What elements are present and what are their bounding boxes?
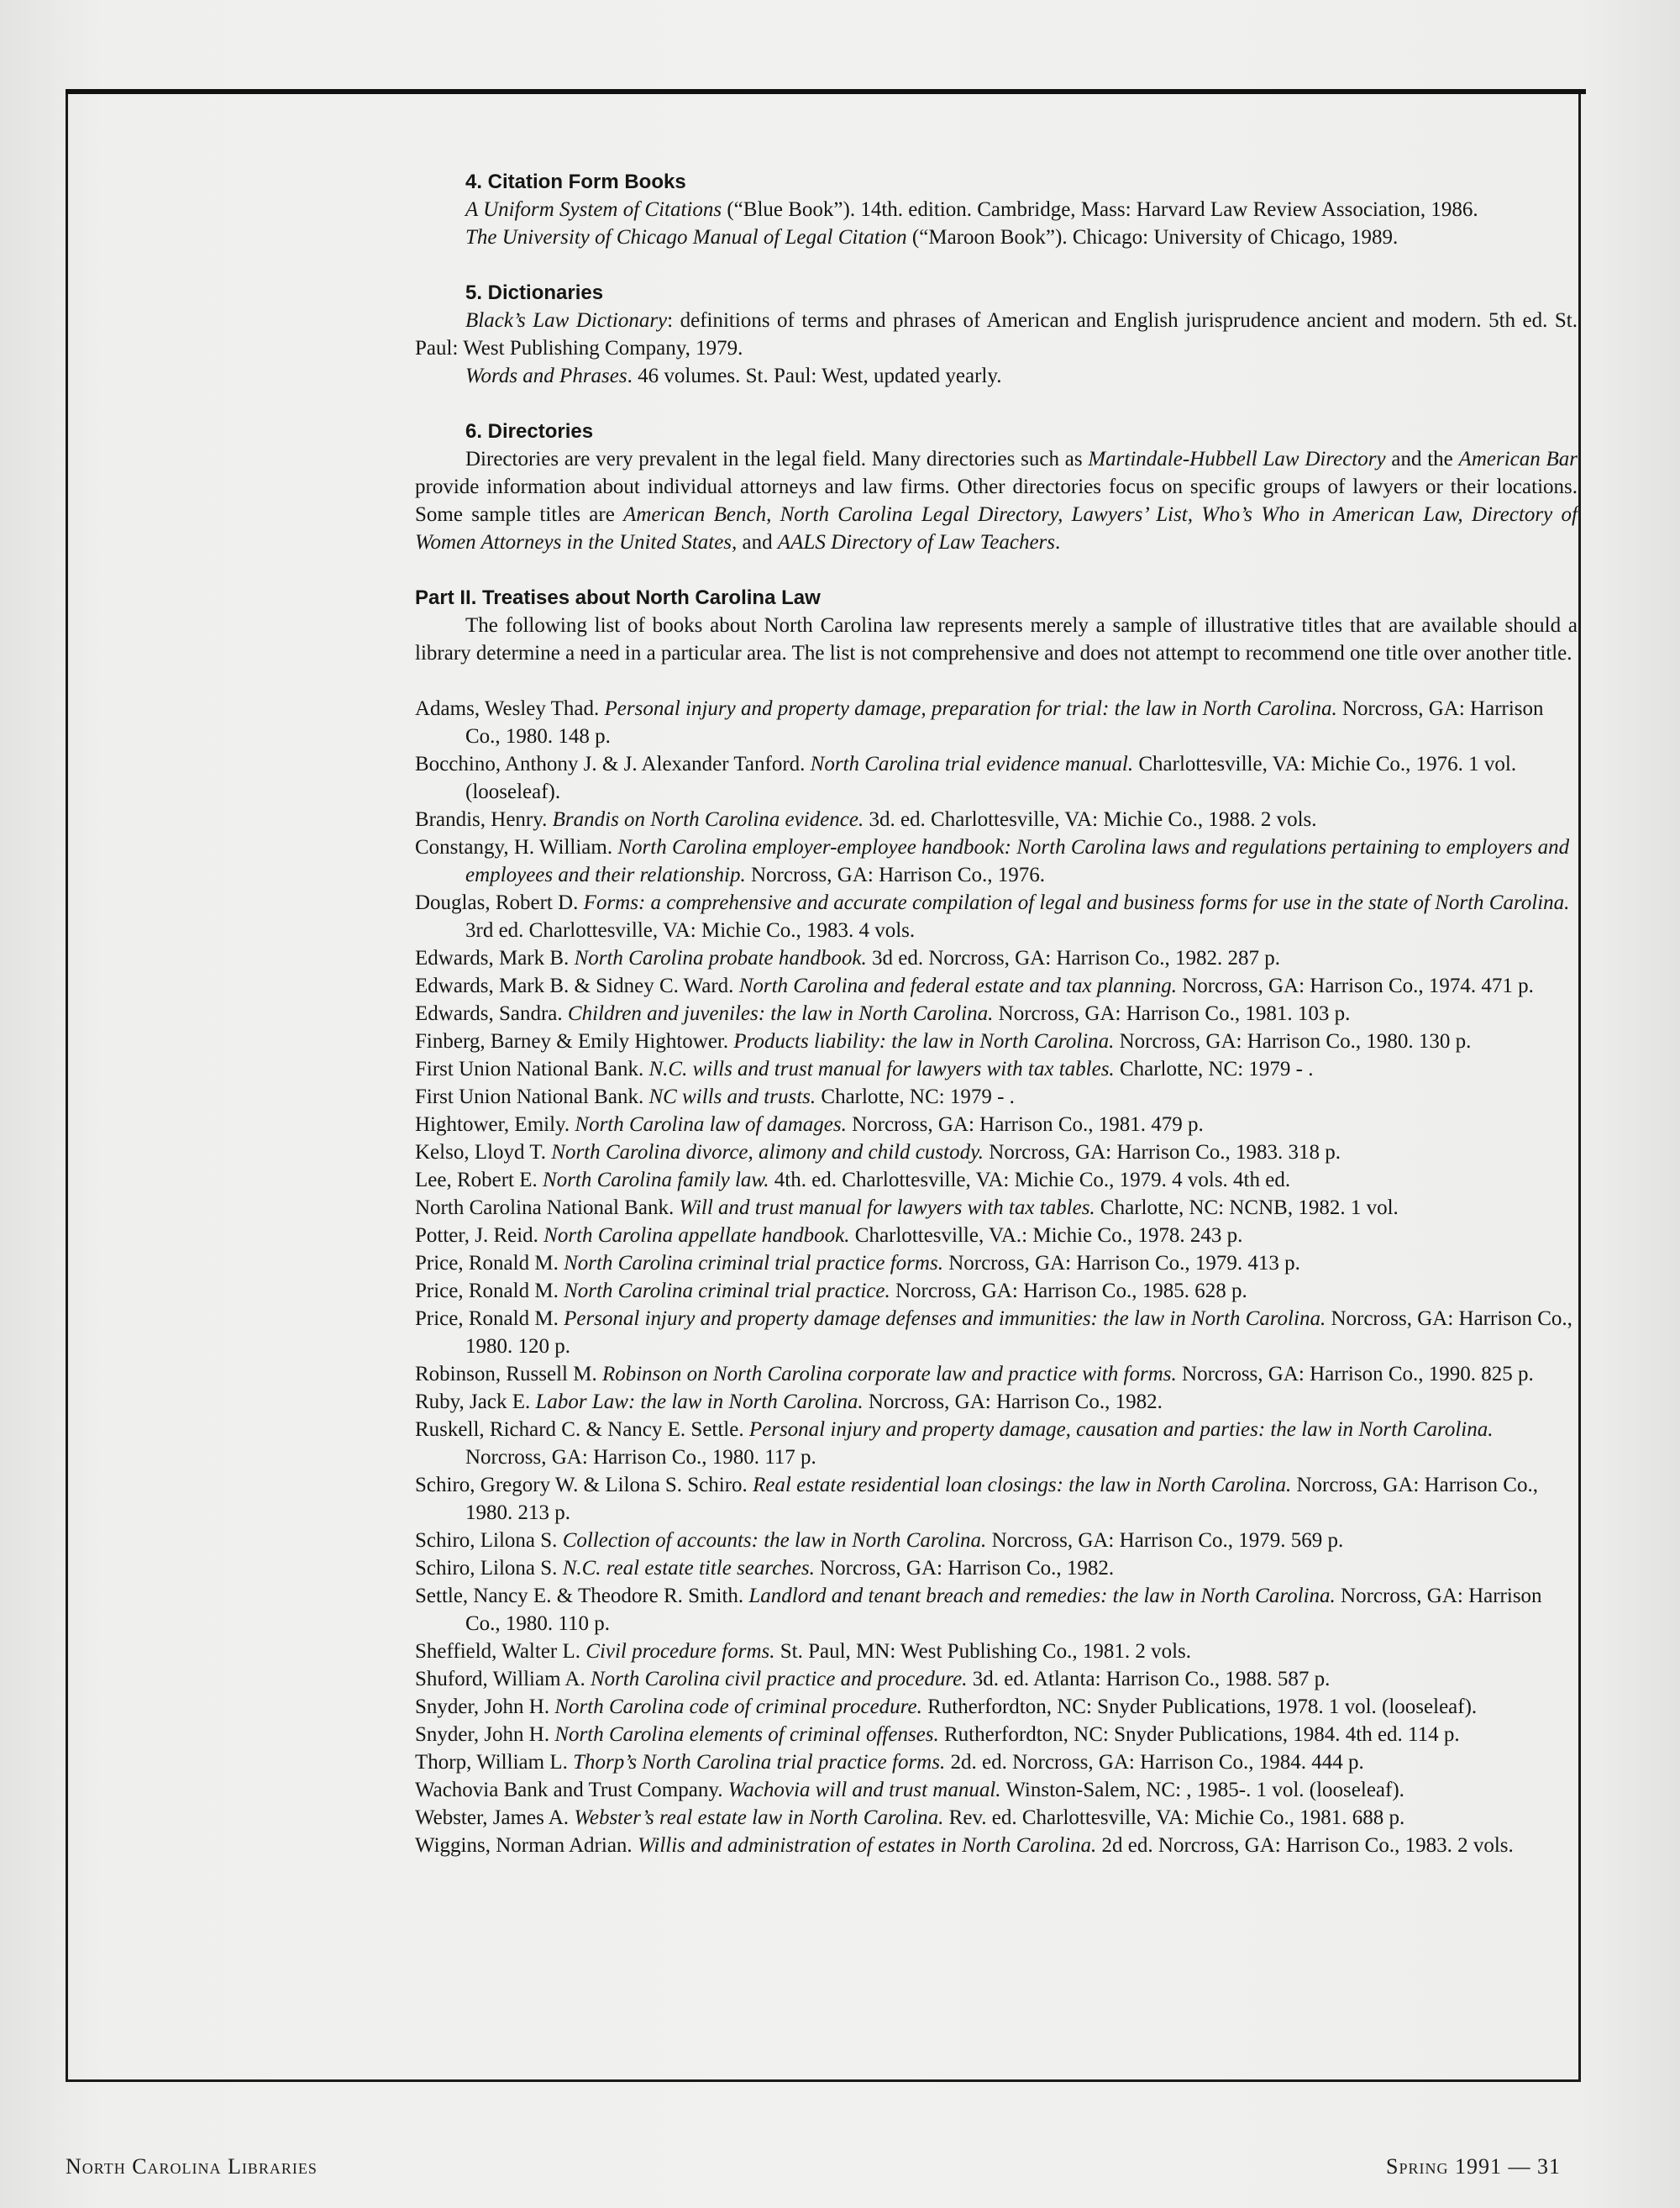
- directories-heading: 6. Directories: [465, 420, 594, 443]
- bibliography-entry: Potter, J. Reid. North Carolina appellate handbook. Charlottesville, VA.: Michie Co., 1978. 243 p.: [415, 1224, 1243, 1247]
- bibliography-entry: Snyder, John H. North Carolina code of criminal procedure. Rutherfordton, NC: Snyder Publications, 1978. 1 vol. (looseleaf).: [415, 1695, 1478, 1718]
- dictionaries-heading: 5. Dictionaries: [465, 281, 604, 304]
- bibliography-entry: Lee, Robert E. North Carolina family law. 4th. ed. Charlottesville, VA: Michie Co., 1979. 4 vols. 4th ed.: [415, 1169, 1291, 1191]
- bibliography-entry: Price, Ronald M. North Carolina criminal trial practice. Norcross, GA: Harrison Co., 1985. 628 p.: [415, 1280, 1247, 1302]
- bibliography-entry: Price, Ronald M. North Carolina criminal trial practice forms. Norcross, GA: Harrison Co., 1979. 413 p.: [415, 1252, 1300, 1275]
- footer-journal-name: North Carolina Libraries: [66, 2154, 318, 2179]
- bibliography-entry: Edwards, Mark B. & Sidney C. Ward. North Carolina and federal estate and tax planning. Norcross, GA: Harrison Co., 1974. 471 p.: [415, 975, 1534, 997]
- part2-heading: Part II. Treatises about North Carolina Law: [415, 586, 821, 609]
- bibliography-entry: Schiro, Gregory W. & Lilona S. Schiro. Real estate residential loan closings: the law in North Carolina. Norcross, GA: Harrison Co., 1980. 213 p.: [415, 1474, 1538, 1524]
- bibliography-entry: Hightower, Emily. North Carolina law of damages. Norcross, GA: Harrison Co., 1981. 479 p.: [415, 1113, 1204, 1136]
- bibliography-entry: Kelso, Lloyd T. North Carolina divorce, alimony and child custody. Norcross, GA: Harrison Co., 1983. 318 p.: [415, 1141, 1341, 1164]
- bibliography-entry: Ruskell, Richard C. & Nancy E. Settle. Personal injury and property damage, causation and parties: the law in North Carolina. Norcross, GA: Harrison Co., 1980. 117 p.: [415, 1418, 1494, 1469]
- bibliography-entry: Webster, James A. Webster’s real estate law in North Carolina. Rev. ed. Charlottesville, VA: Michie Co., 1981. 688 p.: [415, 1806, 1405, 1829]
- bibliography-entry: Ruby, Jack E. Labor Law: the law in North Carolina. Norcross, GA: Harrison Co., 1982.: [415, 1391, 1163, 1413]
- bibliography-entry: Settle, Nancy E. & Theodore R. Smith. Landlord and tenant breach and remedies: the law in North Carolina. Norcross, GA: Harrison Co., 1980. 110 p.: [415, 1585, 1542, 1635]
- bibliography-entry: Thorp, William L. Thorp’s North Carolina trial practice forms. 2d. ed. Norcross, GA: Harrison Co., 1984. 444 p.: [415, 1751, 1364, 1774]
- citation-item-1: A Uniform System of Citations (“Blue Book”). 14th. edition. Cambridge, Mass: Harvard Law Review Association, 1986.: [465, 198, 1478, 221]
- dictionary-item-2: Words and Phrases. 46 volumes. St. Paul: West, updated yearly.: [465, 365, 1002, 387]
- bibliography-entry: Robinson, Russell M. Robinson on North Carolina corporate law and practice with forms. Norcross, GA: Harrison Co., 1990. 825 p.: [415, 1363, 1534, 1385]
- bibliography-entry: Shuford, William A. North Carolina civil practice and procedure. 3d. ed. Atlanta: Harrison Co., 1988. 587 p.: [415, 1668, 1331, 1690]
- bibliography-list: [415, 695, 1578, 1859]
- bibliography-entry: Schiro, Lilona S. Collection of accounts: the law in North Carolina. Norcross, GA: Harrison Co., 1979. 569 p.: [415, 1529, 1344, 1552]
- bibliography-entry: North Carolina National Bank. Will and trust manual for lawyers with tax tables. Charlotte, NC: NCNB, 1982. 1 vol.: [415, 1196, 1399, 1219]
- bibliography-entry: Finberg, Barney & Emily Hightower. Products liability: the law in North Carolina. Norcross, GA: Harrison Co., 1980. 130 p.: [415, 1030, 1472, 1053]
- bibliography-entry: Wachovia Bank and Trust Company. Wachovia will and trust manual. Winston-Salem, NC: , 1985-. 1 vol. (looseleaf).: [415, 1779, 1404, 1801]
- bibliography-entry: Edwards, Sandra. Children and juveniles: the law in North Carolina. Norcross, GA: Harrison Co., 1981. 103 p.: [415, 1002, 1351, 1025]
- bibliography-entry: Snyder, John H. North Carolina elements of criminal offenses. Rutherfordton, NC: Snyder Publications, 1984. 4th ed. 114 p.: [415, 1723, 1460, 1746]
- dictionary-item-1: Black’s Law Dictionary: definitions of terms and phrases of American and English jurisprudence ancient and modern. 5th ed. St. Paul: West Publishing Company, 1979.: [415, 309, 1578, 360]
- bibliography-entry: Bocchino, Anthony J. & J. Alexander Tanford. North Carolina trial evidence manual. Charlottesville, VA: Michie Co., 1976. 1 vol. (looseleaf).: [415, 753, 1517, 803]
- directories-paragraph: Directories are very prevalent in the legal field. Many directories such as Martindale-Hubbell Law Directory and the American Bar provide information about individual attorneys and law firms. Other directories focus on specific groups of lawyers or their locations. Some sample titles are American Bench, North Carolina Legal Directory, Lawyers’ List, Who’s Who in American Law, Directory of Women Attorneys in the United States, and AALS Directory of Law Teachers.: [415, 448, 1578, 554]
- bibliography-entry: Adams, Wesley Thad. Personal injury and property damage, preparation for trial: the law in North Carolina. Norcross, GA: Harrison Co., 1980. 148 p.: [415, 697, 1544, 748]
- bibliography-entry: Schiro, Lilona S. N.C. real estate title searches. Norcross, GA: Harrison Co., 1982.: [415, 1557, 1115, 1580]
- bibliography-entry: First Union National Bank. NC wills and trusts. Charlotte, NC: 1979 - .: [415, 1086, 1015, 1108]
- citation-heading: 4. Citation Form Books: [465, 171, 686, 193]
- bibliography-entry: Douglas, Robert D. Forms: a comprehensive and accurate compilation of legal and business forms for use in the state of North Carolina. 3rd ed. Charlottesville, VA: Michie Co., 1983. 4 vols.: [415, 891, 1570, 942]
- part2-intro: The following list of books about North Carolina law represents merely a sample of illustrative titles that are available should a library determine a need in a particular area. The list is not comprehensive and does not attempt to recommend one title over another title.: [415, 614, 1578, 665]
- footer-issue-page: Spring 1991 — 31: [1386, 2154, 1561, 2179]
- bibliography-entry: Edwards, Mark B. North Carolina probate handbook. 3d ed. Norcross, GA: Harrison Co., 1982. 287 p.: [415, 947, 1281, 970]
- article-body: [415, 168, 1578, 1859]
- citation-item-2: The University of Chicago Manual of Legal Citation (“Maroon Book”). Chicago: University of Chicago, 1989.: [465, 226, 1399, 249]
- bibliography-entry: Constangy, H. William. North Carolina employer-employee handbook: North Carolina laws and regulations pertaining to employers and employees and their relationship. Norcross, GA: Harrison Co., 1976.: [415, 836, 1570, 886]
- bibliography-entry: Brandis, Henry. Brandis on North Carolina evidence. 3d. ed. Charlottesville, VA: Michie Co., 1988. 2 vols.: [415, 808, 1317, 831]
- bibliography-entry: Wiggins, Norman Adrian. Willis and administration of estates in North Carolina. 2d ed. Norcross, GA: Harrison Co., 1983. 2 vols.: [415, 1834, 1514, 1857]
- bibliography-entry: Sheffield, Walter L. Civil procedure forms. St. Paul, MN: West Publishing Co., 1981. 2 vols.: [415, 1640, 1191, 1663]
- bibliography-entry: First Union National Bank. N.C. wills and trust manual for lawyers with tax tables. Charlotte, NC: 1979 - .: [415, 1058, 1314, 1080]
- bibliography-entry: Price, Ronald M. Personal injury and property damage defenses and immunities: the law in North Carolina. Norcross, GA: Harrison Co., 1980. 120 p.: [415, 1307, 1572, 1358]
